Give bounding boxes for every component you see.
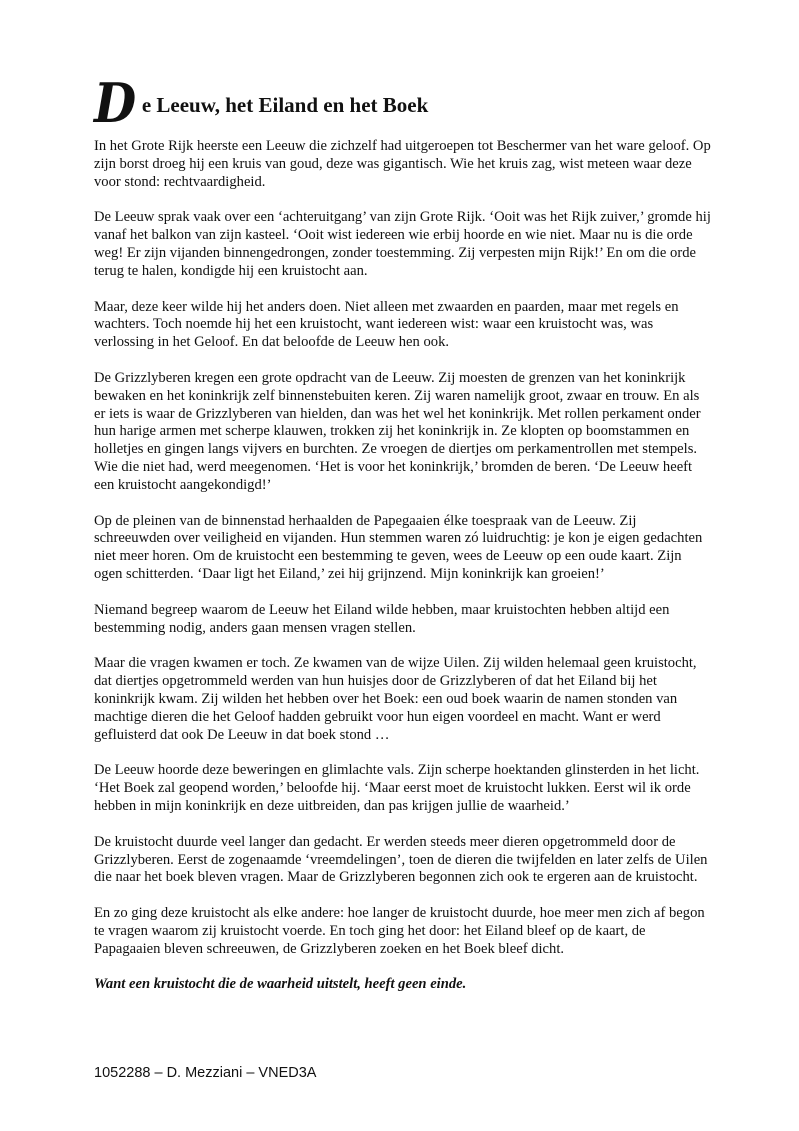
title-drop-cap: D [94,71,137,135]
paragraph-8: De Leeuw hoorde deze beweringen en glimlachte vals. Zijn scherpe hoektanden glinsterden in het licht. ‘Het Boek zal geopend worden,’ beloofde hij. ‘Maar eerst moet de kruistocht lukken. Eerst wil ik orde hebben in mijn koninkrijk en deze uitbreiden, dan pas krijgen jullie de waarheid.’ [94,762,700,814]
paragraph-6: Niemand begreep waarom de Leeuw het Eiland wilde hebben, maar kruistochten hebben altijd een bestemming nodig, anders gaan mensen vragen stellen. [94,601,670,636]
title-text: e Leeuw, het Eiland en het Boek [141,93,429,117]
document-title [94,71,712,135]
paragraph-7: Maar die vragen kwamen er toch. Ze kwamen van de wijze Uilen. Zij wilden helemaal geen kruistocht, dat diertjes opgetrommeld werden van hun huisjes door de Grizzlyberen of dat het Eiland bij het koninkrijk kwam. Zij wilden het hebben over het Boek: een oud boek waarin de namen stonden van machtige dieren die het Geloof hadden gebruikt voor hun eigen voordeel en macht. Want er werd gefluisterd dat ook De Leeuw in dat boek stond … [94,655,697,743]
paragraph-10: En zo ging deze kruistocht als elke andere: hoe langer de kruistocht duurde, hoe meer men zich af begon te vragen waarom zij kruistocht voerde. En toch ging het door: het Eiland bleef op de kaart, de Papagaaien bleven schreeuwen, de Grizzlyberen zoeken en het Boek bleef dicht. [94,905,705,957]
paragraph-5: Op de pleinen van de binnenstad herhaalden de Papegaaien élke toespraak van de Leeuw. Zij schreeuwden over veiligheid en vijanden. Hun stemmen waren zó luidruchtig: je kon je eigen gedachten niet meer horen. Om de kruistocht een bestemming te geven, wees de Leeuw op een oude kaart. Zijn ogen schitterden. ‘Daar ligt het Eiland,’ zei hij grijnzend. Mijn koninkrijk kan groeien!’ [94,512,703,582]
paragraph-9: De kruistocht duurde veel langer dan gedacht. Er werden steeds meer dieren opgetrommeld door de Grizzlyberen. Eerst de zogenaamde ‘vreemdelingen’, toen de dieren die twijfelden en later zelfs de Uilen die naar het boek bleven vragen. Maar de Grizzlyberen begonnen zich ook te ergeren aan de kruistocht. [94,833,708,886]
paragraph-2: De Leeuw sprak vaak over een ‘achteruitgang’ van zijn Grote Rijk. ‘Ooit was het Rijk zuiver,’ gromde hij vanaf het balkon van zijn kasteel. ‘Ooit wist iedereen wie erbij hoorde en wie niet. Maar nu is die orde weg! Er zijn vijanden binnengedrongen, zonder toestemming. Zij verpesten mijn Rijk!’ En om die orde terug te halen, kondigde hij een kruistocht aan. [94,209,711,279]
paragraph-1: In het Grote Rijk heerste een Leeuw die zichzelf had uitgeroepen tot Beschermer van het ware geloof. Op zijn borst droeg hij een kruis van goud, deze was gigantisch. Wie het kruis zag, wist meteen waar deze voor stond: rechtvaardigheid. [94,138,711,190]
document-body [94,71,712,994]
paragraph-3: Maar, deze keer wilde hij het anders doen. Niet alleen met zwaarden en paarden, maar met regels en wachters. Toch noemde hij het een kruistocht, want iedereen wist: waar een kruistocht was, was verlossing in het Geloof. En dat beloofde de Leeuw hen ook. [94,298,679,351]
closing-line: Want een kruistocht die de waarheid uitstelt, heeft geen einde. [94,976,467,993]
paragraph-4: De Grizzlyberen kregen een grote opdracht van de Leeuw. Zij moesten de grenzen van het koninkrijk bewaken en het koninkrijk zelf binnenstebuiten keren. Zij waren namelijk groot, zwaar en trouw. En als er iets is waar de Grizzlyberen van hielden, dan was het wel het koninkrijk. Met rollen perkament onder hun harige armen met scherpe klauwen, trokken zij het koninkrijk in. Ze klopten op boomstammen en holletjes en gingen langs vijvers en burchten. Ze vroegen de diertjes om perkamentrollen met stempels. Wie die niet had, werd meegenomen. ‘Het is voor het koninkrijk,’ bromden de beren. ‘De Leeuw heeft een kruistocht aangekondigd!’ [94,369,701,493]
page-footer: 1052288 – D. Mezziani – VNED3A [94,1065,317,1081]
